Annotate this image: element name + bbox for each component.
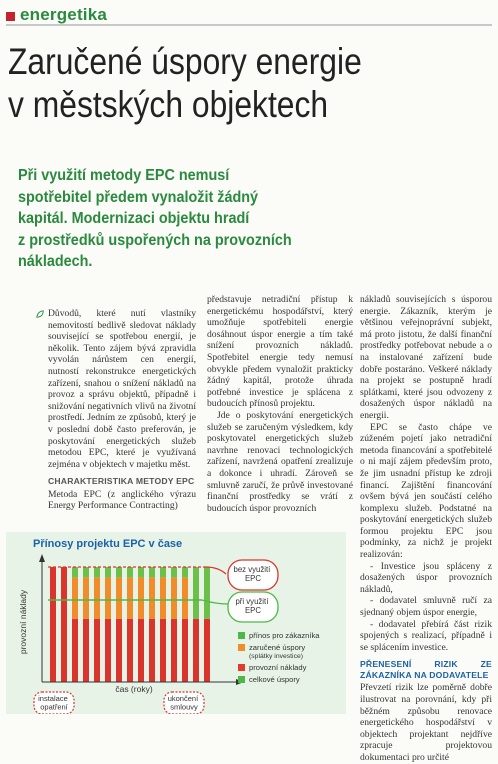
subheading: CHARAKTERISTIKA METODY EPC: [48, 476, 195, 487]
section-label: energetika: [20, 5, 108, 24]
article-title: [8, 40, 426, 126]
bar-uspory: [83, 577, 89, 618]
bar-naklady: [127, 619, 133, 682]
bar-prinos: [94, 567, 100, 577]
callout-bez-text: bez využití EPC: [233, 565, 271, 583]
legend-label: zaručené úspory: [249, 643, 306, 652]
bar-uspory: [160, 577, 166, 618]
title-line: Zaručené úspory energie: [8, 41, 362, 82]
paragraph: Důvodů, které nutí vlastníky nemovitostí bedlivě sledovat náklady související se spotřebou energií, je několik. Tento zájem bývá zpravidla vyvolán nárůstem cen energií, nutností rekonstrukce energetických zařízení, snahou o snížení nákladů na provoz a správu objektů, případně i snižování negativních vlivů na životní prostředí. Jedním ze způsobů, který je v poslední době často preferován, je poskytování energetických služeb metodou EPC, které je využívaná zejména v objektech v majetku měst.: [48, 308, 196, 470]
bar-prinos: [83, 567, 89, 577]
article-lead: [18, 165, 468, 273]
bar-naklady: [138, 619, 144, 682]
bar-uspory: [94, 577, 100, 618]
bar-prinos: [204, 567, 210, 619]
bar-prinos: [127, 567, 133, 577]
y-axis-label: provozní náklady: [18, 589, 28, 655]
bar-uspory: [105, 577, 111, 618]
bar-uspory: [116, 577, 122, 618]
legend-swatch: [238, 644, 245, 651]
lead-line: spotřebitel předem vynaložit žádný: [18, 188, 259, 206]
bullet-item: - dodavatel přebírá část rizik spojených s realizací, případně i se splácením investice.: [360, 618, 492, 653]
bar-naklady: [116, 619, 122, 682]
legend-label: provozní náklady: [249, 663, 307, 672]
text-column-2: [207, 294, 353, 514]
text-column-3: [360, 294, 492, 764]
section-marker: [6, 12, 15, 21]
bar-naklady: [149, 619, 155, 682]
bar-naklady: [171, 619, 177, 682]
bar-prinos: [182, 567, 188, 577]
epc-chart: [6, 532, 346, 714]
bar-naklady: [94, 619, 100, 682]
bullet-item: - Investice jsou spláceny z dosažených úspor provozních nákladů,: [360, 560, 492, 595]
paragraph: představuje netradiční přístup k energetickému hospodářství, který umožňuje spotřebiteli energie dosáhnout úspor energie a tím také snížení provozních nákladů. Spotřebitel energie tedy nemusí obvykle předem vynaložit prakticky žádný kapitál, protože úhrada potřebné investice je splácena z budoucích přínosů projektu.: [207, 294, 353, 410]
leaf-icon: [36, 310, 44, 318]
y-axis-arrow: [39, 554, 45, 562]
bar-uspory: [182, 577, 188, 618]
chart-legend: [238, 631, 320, 684]
bar-naklady: [50, 567, 56, 682]
legend-label: (splátky investice): [249, 653, 304, 660]
bar-uspory: [127, 577, 133, 618]
callout-instalace-text: instalace opatření: [38, 694, 68, 712]
bar-naklady: [83, 619, 89, 682]
subheading: PŘENESENÍ RIZIK ZE ZÁKAZNÍKA NA DODAVATELE: [360, 659, 492, 680]
callout-pri-text: při využití EPC: [235, 597, 269, 615]
lead-line: kapitál. Modernizaci objektu hradí: [18, 210, 250, 227]
lead-line: z prostředků uspořených na provozních: [18, 231, 292, 249]
bar-naklady: [61, 567, 67, 682]
bar-naklady: [105, 619, 111, 682]
bar-naklady: [182, 619, 188, 682]
paragraph: Převzetí rizik lze poměrně dobře ilustrovat na porovnání, kdy při běžném způsobu renovace energetického hospodářství v objektech projektant nejdříve zpracuje projektovou dokumentaci pro určité: [360, 682, 492, 763]
bar-uspory: [72, 577, 78, 618]
bar-uspory: [149, 577, 155, 618]
chart-title: Přínosy projektu EPC v čase: [33, 538, 183, 550]
title-line: v městských objektech: [8, 84, 329, 125]
paragraph: nákladů souvisejících s úsporou energie. Zákazník, kterým je většinou veřejnoprávní subjekt, má proto jistotu, že další finanční prostředky potřebovat nebude a o na instalované zařízení bude dobře postaráno. Veškeré náklady na projekt se postupně hradí splátkami, které jsou odvozeny z dosažených úspor nákladů na energii.: [360, 294, 492, 421]
text-column-1: [48, 308, 196, 512]
lead-line: Při využití metody EPC nemusí: [18, 167, 230, 184]
legend-label: celkové úspory: [249, 675, 300, 684]
bar-prinos: [72, 567, 78, 577]
bar-prinos: [116, 567, 122, 577]
bar-prinos: [138, 567, 144, 577]
bar-naklady: [193, 619, 199, 682]
bar-prinos: [171, 567, 177, 577]
bar-uspory: [138, 577, 144, 618]
chart-bars: [50, 567, 210, 682]
x-axis-label: čas (roky): [115, 684, 153, 694]
bar-uspory: [171, 577, 177, 618]
bar-naklady: [160, 619, 166, 682]
legend-swatch: [238, 676, 245, 683]
bar-naklady: [72, 619, 78, 682]
paragraph: Jde o poskytování energetických služeb se zaručeným výsledkem, kdy poskytovatel energetických služeb navrhne renovaci technologických zařízení, navržená opatření zrealizuje a dokonce i uhradí. Zároveň se smluvně zaručí, že průvě investované finanční prostředky se vrátí z budoucích úspor provozních: [207, 409, 353, 514]
bar-prinos: [149, 567, 155, 577]
bullet-item: - dodavatel smluvně ručí za sjednaný objem úspor energie,: [360, 595, 492, 619]
bar-prinos: [193, 567, 199, 619]
bar-prinos: [105, 567, 111, 577]
lead-line: nákladech.: [18, 253, 93, 270]
bar-naklady: [204, 619, 210, 682]
legend-swatch: [238, 664, 245, 671]
legend-label: přínos pro zákazníka: [249, 631, 320, 640]
bar-prinos: [160, 567, 166, 577]
callout-ukonceni-text: ukončení smlouvy: [167, 694, 199, 712]
paragraph: EPC se často chápe ve zúženém pojetí jako netradiční metoda financování a spotřebitelé o ni mají zájem především proto, že jim usnadní přístup ke zdroji financí. Zajištění financování ovšem bývá jen součástí celého komplexu služeb. Podstatné na poskytování energetických služeb formou projektu EPC jsou podmínky, za nichž je projekt realizován:: [360, 421, 492, 561]
legend-swatch: [238, 632, 245, 639]
paragraph: Metoda EPC (z anglického výrazu Energy Performance Contracting): [48, 488, 196, 512]
